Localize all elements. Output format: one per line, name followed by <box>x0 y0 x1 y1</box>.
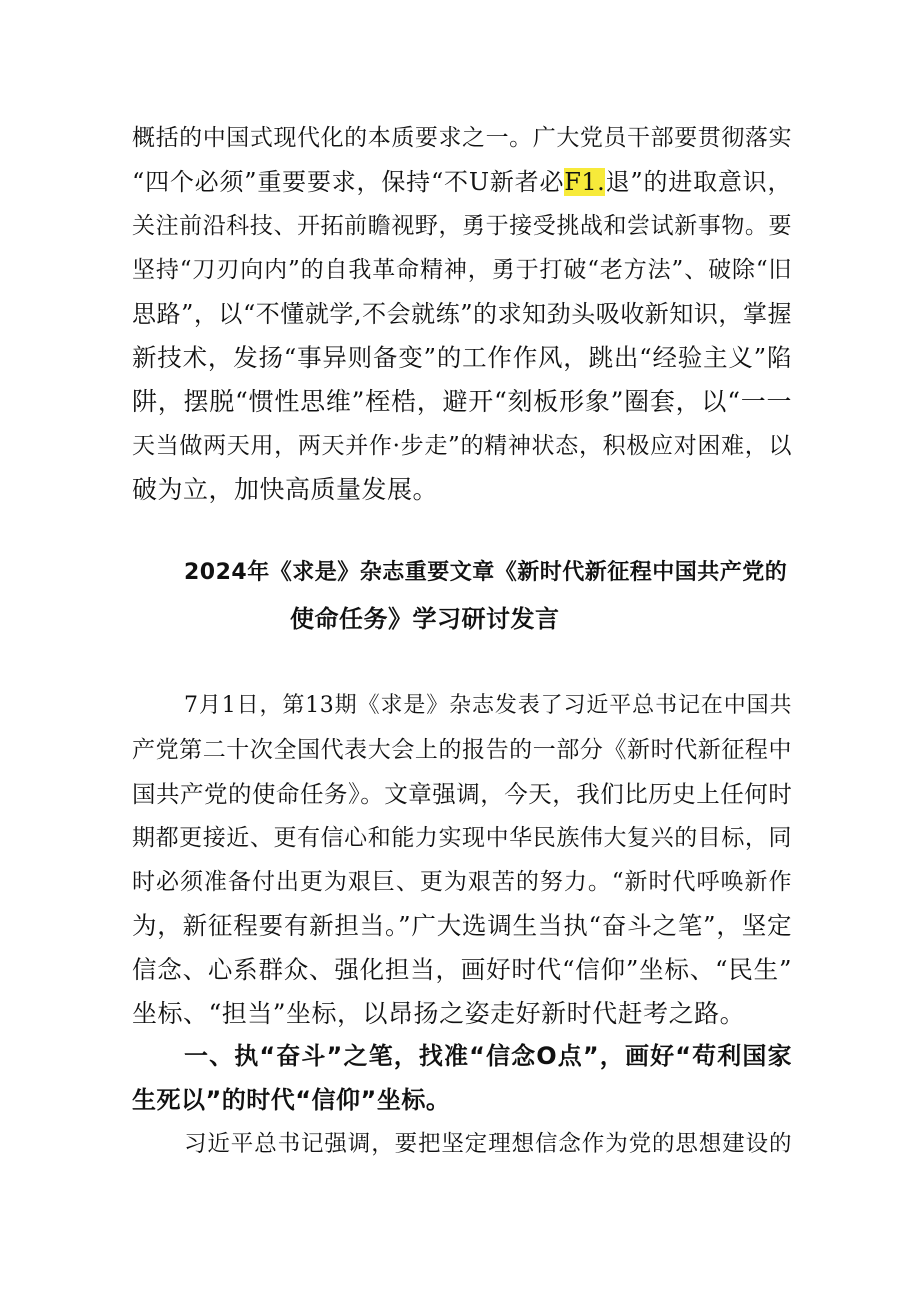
article-title <box>132 550 792 642</box>
article-title-line-1: 2024年《求是》杂志重要文章《新时代新征程中国共产党的 <box>184 560 788 585</box>
paragraph-1-line: 天当做两天用，两天并作·步走”的精神状态，积极应对困难，以 <box>132 433 792 459</box>
text-after-highlight: 退”的进取意识， <box>605 168 792 196</box>
paragraph-1 <box>132 116 792 512</box>
paragraph-1-line: 坚持“刀刃向内”的自我革命精神，勇于打破“老方法”、破除“旧 <box>132 257 792 283</box>
paragraph-1-line: 概括的中国式现代化的本质要求之一。广大党员干部要贯彻落实 <box>132 125 792 151</box>
paragraph-1-line: 思路”，以“不懂就学,不会就练”的求知劲头吸收新知识，掌握 <box>132 300 792 328</box>
paragraph-1-line: 新技术，发扬“事异则备变”的工作作风，跳出“经验主义”陷 <box>132 343 792 372</box>
section-1-heading <box>132 1034 792 1122</box>
paragraph-2-line: 坐标、“担当”坐标，以昂扬之姿走好新时代赶考之路。 <box>132 999 746 1028</box>
section-1-heading-line: 生死以”的时代“信仰”坐标。 <box>132 1086 451 1114</box>
paragraph-3-line: 习近平总书记强调，要把坚定理想信念作为党的思想建设的 <box>184 1131 792 1157</box>
paragraph-2-line: 为，新征程要有新担当。”广大选调生当执“奋斗之笔”，坚定 <box>132 911 792 940</box>
article-title-line-2: 使命任务》学习研讨发言 <box>290 605 560 633</box>
paragraph-1-line: 关注前沿科技、开拓前瞻视野，勇于接受挑战和尝试新事物。要 <box>132 213 792 239</box>
paragraph-2-line: 7月1日，第13期《求是》杂志发表了习近平总书记在中国共 <box>184 693 792 718</box>
paragraph-2 <box>132 684 792 1036</box>
paragraph-2-line: 期都更接近、更有信心和能力实现中华民族伟大复兴的目标，同 <box>132 825 792 851</box>
text-before-highlight: “四个必须”重要要求，保持“不U新者必 <box>132 168 565 196</box>
paragraph-2-line: 国共产党的使命任务》。文章强调，今天，我们比历史上任何时 <box>132 780 793 808</box>
highlighted-text: F1. <box>564 168 606 196</box>
paragraph-1-line: 破为立，加快高质量发展。 <box>132 475 439 504</box>
section-1-heading-line: 一、执“奋斗”之笔，找准“信念O点”，画好“苟利国家 <box>184 1042 792 1070</box>
paragraph-1-line-highlighted <box>132 160 792 204</box>
paragraph-1-line: 阱，摆脱“惯性思维”桎梏，避开“刻板形象”圈套，以“一一 <box>132 387 792 416</box>
paragraph-2-line: 产党第二十次全国代表大会上的报告的一部分《新时代新征程中 <box>132 737 792 763</box>
paragraph-2-line: 时必须准备付出更为艰巨、更为艰苦的努力。“新时代呼唤新作 <box>132 869 792 895</box>
paragraph-3 <box>132 1122 792 1166</box>
paragraph-2-line: 信念、心系群众、强化担当，画好时代“信仰”坐标、“民生” <box>132 955 792 984</box>
